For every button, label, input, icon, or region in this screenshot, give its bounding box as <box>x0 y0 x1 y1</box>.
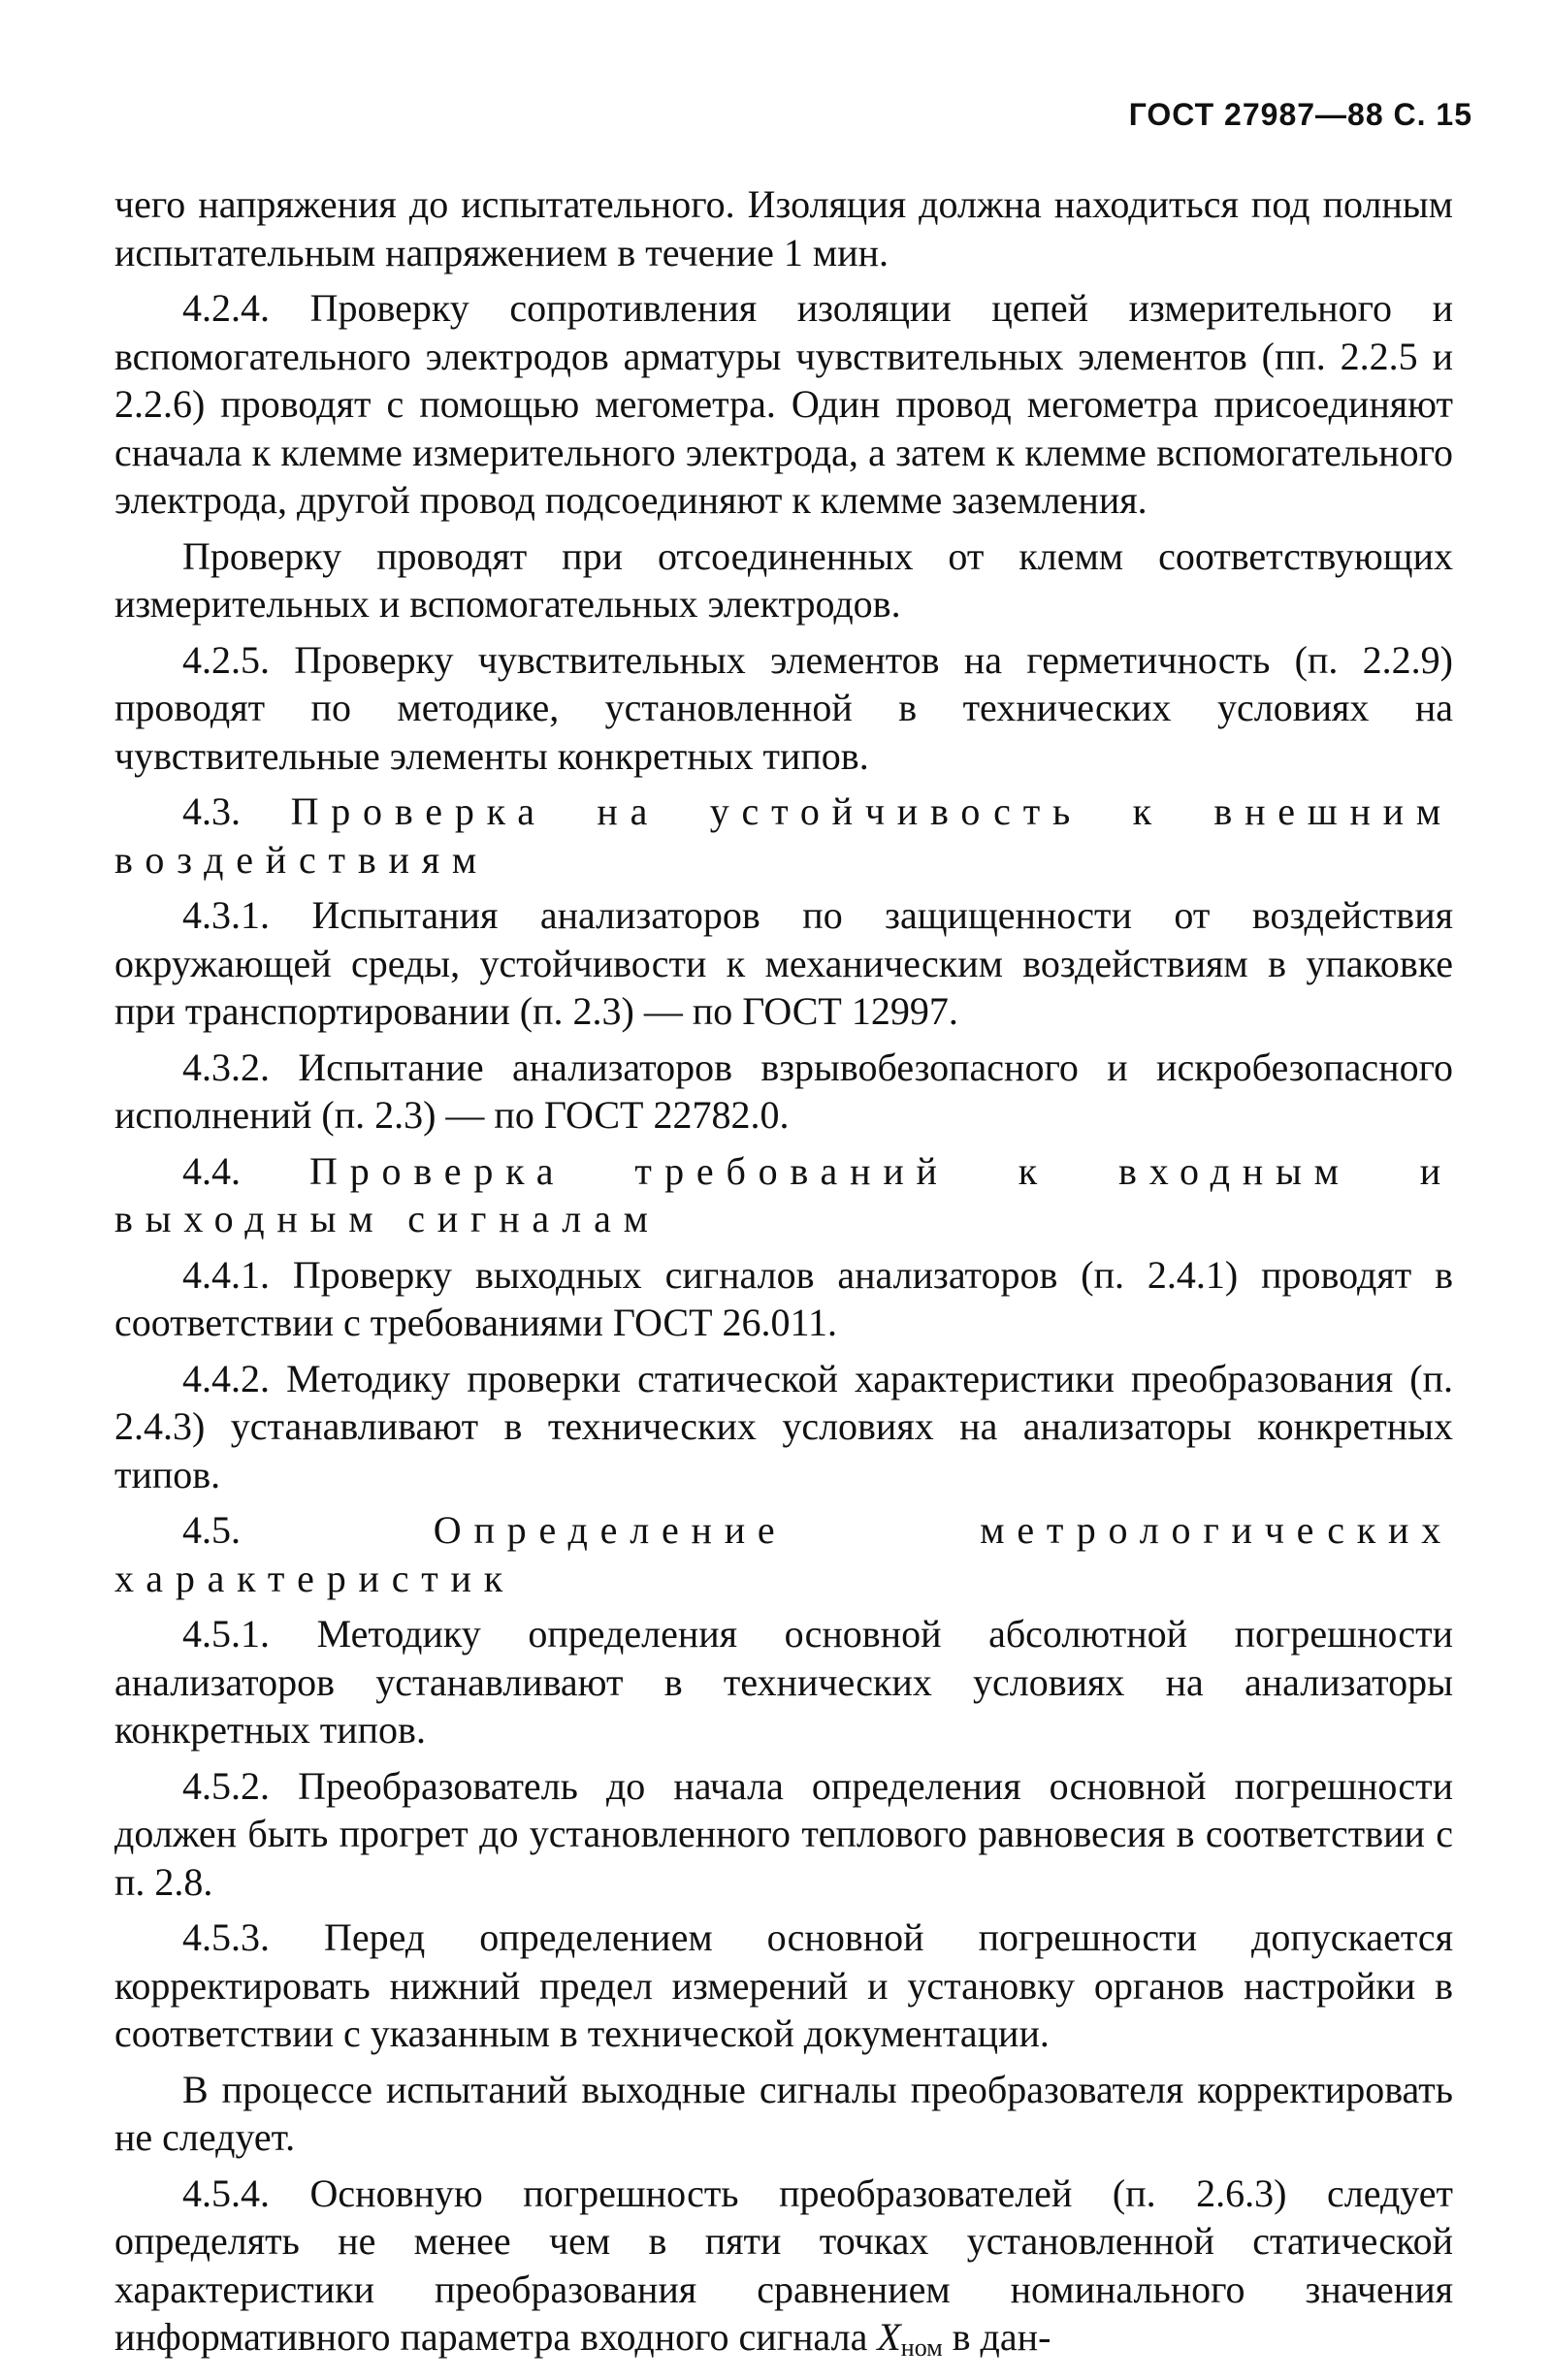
section-title: Проверка на устойчивость к внешним воздействиям <box>114 789 1453 882</box>
document-body <box>114 180 1453 2380</box>
paragraph-4-3-1: 4.3.1. Испытания анализаторов по защищенности от воздействия окружающей среды, устойчивости к механическим воздействиям в упаковке при транспортировании (п. 2.3) — по ГОСТ 12997. <box>114 893 1453 1033</box>
paragraph-4-4-1: 4.4.1. Проверку выходных сигналов анализаторов (п. 2.4.1) проводят в соответствии с требованиями ГОСТ 26.011. <box>114 1252 1453 1344</box>
section-number: 4.4. <box>182 1148 241 1193</box>
paragraph-continuation: чего напряжения до испытательного. Изоляция должна находиться под полным испытательным напряжением в течение 1 мин. <box>114 182 1453 274</box>
section-number: 4.3. <box>182 789 241 833</box>
paragraph-4-5-1: 4.5.1. Методику определения основной абсолютной погрешности анализаторов устанавливают в технических условиях на анализаторы конкретных типов. <box>114 1612 1453 1752</box>
paragraph-tail: в дан- <box>952 2315 1051 2359</box>
variable-subscript: ном <box>900 2333 943 2362</box>
paragraph-4-2-5: 4.2.5. Проверку чувствительных элементов на герметичность (п. 2.2.9) проводят по методике, установленной в технических условиях на чувствительные элементы конкретных типов. <box>114 637 1453 778</box>
section-number: 4.5. <box>182 1508 241 1552</box>
paragraph-4-5-2: 4.5.2. Преобразователь до начала определения основной погрешности должен быть прогрет до установленного теплового равновесия в соответствии с п. 2.8. <box>114 1763 1453 1904</box>
section-heading-4-4 <box>114 1147 1453 1243</box>
paragraph-4-3-2: 4.3.2. Испытание анализаторов взрывобезопасного и искробезопасного исполнений (п. 2.3) — по ГОСТ 22782.0. <box>114 1045 1453 1137</box>
variable-x: X <box>877 2315 901 2359</box>
paragraph-4-5-4 <box>114 2170 1453 2372</box>
page-header: ГОСТ 27987—88 С. 15 <box>1128 97 1472 132</box>
paragraph-4-2-4: 4.2.4. Проверку сопротивления изоляции цепей измерительного и вспомогательного электродов арматуры чувствительных элементов (пп. 2.2.5 и 2.2.6) проводят с помощью мегометра. Один провод мегометра присоединяют сначала к клемме измерительного электрода, а затем к клемме вспомогательного электрода, другой провод подсоединяют к клемме заземления. <box>114 286 1453 522</box>
paragraph-4-2-4-note: Проверку проводят при отсоединенных от клемм соответствующих измерительных и вспомогательных электродов. <box>114 533 1453 626</box>
paragraph-4-5-3: 4.5.3. Перед определением основной погрешности допускается корректировать нижний предел измерений и установку органов настройки в соответствии с указанным в технической документации. <box>114 1915 1453 2055</box>
paragraph-4-4-2: 4.4.2. Методику проверки статической характеристики преобразования (п. 2.4.3) устанавливают в технических условиях на анализаторы конкретных типов. <box>114 1356 1453 1496</box>
section-title: Проверка требований к входным и выходным сигналам <box>114 1148 1453 1240</box>
section-heading-4-3 <box>114 788 1453 884</box>
section-title: Определение метрологических характеристик <box>114 1508 1453 1600</box>
paragraph-4-5-3-note: В процессе испытаний выходные сигналы преобразователя корректировать не следует. <box>114 2067 1453 2159</box>
section-heading-4-5 <box>114 1506 1453 1602</box>
paragraph-text: 4.5.4. Основную погрешность преобразователей (п. 2.6.3) следует определять не менее чем в пяти точках установленной статической характеристики преобразования сравнением номинального значения информативного параметра входного сигнала <box>114 2171 1453 2359</box>
